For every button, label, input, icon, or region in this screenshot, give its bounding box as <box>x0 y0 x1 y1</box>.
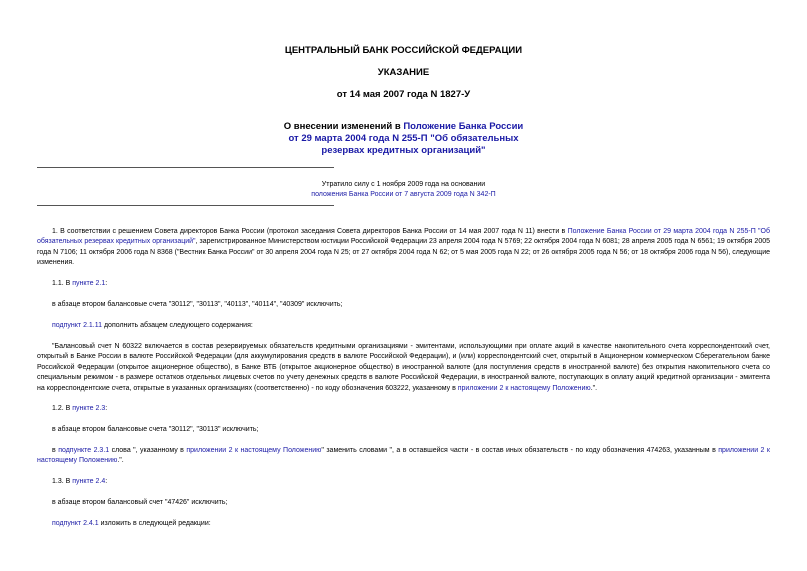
paragraph-1-1 <box>37 279 785 289</box>
p11-text-b: изложить в следующей редакции: <box>98 520 211 527</box>
p2-text-b: : <box>105 280 108 287</box>
p2-text-a: 1.1. В <box>52 280 73 287</box>
p6-text-b: : <box>105 405 108 412</box>
paragraph-accounts-2: в абзаце втором балансовые счета "30112", "30113" исключить; <box>52 426 259 433</box>
doc-date-number: от 14 мая 2007 года N 1827-У <box>336 89 471 100</box>
link-subclause-2-3-1[interactable]: подпункте 2.3.1 <box>58 447 110 454</box>
link-clause-2-3[interactable]: пункте 2.3 <box>72 405 106 412</box>
separator-top <box>37 167 334 168</box>
p1-text-a: 1. В соответствии с решением Совета директоров Банка России (протокол заседания Совета директоров Банка России от 14 мая 2007 года N 11) внести в <box>52 228 568 235</box>
link-clause-2-1[interactable]: пункте 2.1 <box>72 280 106 287</box>
org-name: ЦЕНТРАЛЬНЫЙ БАНК РОССИЙСКОЙ ФЕДЕРАЦИИ <box>284 45 523 56</box>
paragraph-subclause-2-3-1 <box>37 446 770 467</box>
title-regulation-link[interactable]: Положение Банка России <box>403 121 524 132</box>
paragraph-subclause-2-1-11 <box>37 321 785 331</box>
p4-text-b: дополнить абзацем следующего содержания: <box>102 322 253 329</box>
p8-text-a: в <box>52 447 59 454</box>
expired-note-link[interactable]: положения Банка России от 7 августа 2009 года N 342-П <box>311 191 496 198</box>
expired-note <box>0 180 807 200</box>
link-clause-2-4[interactable]: пункте 2.4 <box>72 478 106 485</box>
separator-bottom <box>37 205 334 206</box>
expired-note-text: Утратило силу с 1 ноября 2009 года на основании <box>321 181 486 188</box>
p6-text-a: 1.2. В <box>52 405 73 412</box>
paragraph-1-2 <box>37 404 785 414</box>
doc-type: УКАЗАНИЕ <box>377 67 430 78</box>
link-appendix-2-c[interactable]: приложении 2 к настоящему Положению <box>37 447 770 465</box>
link-subclause-2-4-1[interactable]: подпункт 2.4.1 <box>52 520 99 527</box>
p9-text-b: : <box>105 478 108 485</box>
p8-text-d: .". <box>117 457 124 465</box>
link-subclause-2-1-11[interactable]: подпункт 2.1.11 <box>52 322 103 329</box>
p9-text-a: 1.3. В <box>52 478 73 485</box>
p1-text-b: , зарегистрированное Министерством юстиции Российской Федерации 23 апреля 2004 года N 5769; 22 октября 2004 года N 6081; 28 апреля 2005 года N 6561; 19 октября 2005 года N 7106; 11 октября 2006 года N 8368 ("Вестник Банка России" от 30 апреля 2004 года N 25; от 27 октября 2004 года N 62; от 5 мая 2005 года N 22; от 26 октября 2005 года N 56; от 18 октября 2006 года N 56), следующие изменения. <box>37 238 770 267</box>
p8-text-b: слова ", указанному в <box>109 447 187 454</box>
link-appendix-2-a[interactable]: приложении 2 к настоящему Положению <box>457 384 591 392</box>
paragraph-1-3 <box>37 477 785 487</box>
doc-title <box>0 121 807 157</box>
p5-text-b: .". <box>590 384 598 392</box>
title-line-3[interactable]: резервах кредитных организаций" <box>321 145 486 156</box>
paragraph-accounts-1: в абзаце втором балансовые счета "30112", "30113", "40113", "40114", "40309" исключить; <box>52 301 343 308</box>
title-line-2[interactable]: от 29 марта 2004 года N 255-П "Об обязательных <box>288 133 519 144</box>
p8-text-c: " заменить словами ", а в оставшейся части - в состав иных обязательств - по коду обозначения 474263, указанным в <box>321 447 719 454</box>
paragraph-subclause-2-4-1 <box>37 519 785 529</box>
paragraph-quote-60322 <box>37 342 770 394</box>
regulation-link[interactable]: Положение Банка России от 29 марта 2004 года N 255-П "Об обязательных резервах кредитных организаций" <box>37 228 770 246</box>
title-prefix: О внесении изменений в <box>283 121 404 132</box>
link-appendix-2-b[interactable]: приложении 2 к настоящему Положению <box>186 447 322 454</box>
paragraph-1 <box>37 227 770 269</box>
p5-text-a: "Балансовый счет N 60322 включается в состав резервируемых обязательств кредитными организациями - эмитентами, использующими при оплате акций в качестве накопительного счета корреспондентский счет, открытый в Банке России в валюте Российской Федерации (для аккумулирования средств в валюте Российской Федерации), и (или) корреспондентский счет, открытый в Акционерном коммерческом Сберегательном банке Российской Федерации (открытое акционерное общество), в Банке ВТБ (открытое акционерное общество) в иностранной валюте (для поступления средств в иностранной валюте) без открытия накопительного счета со специальным режимом - в размере остатков отдельных лицевых счетов по учету денежных средств в валюте Российской Федерации, в иностранной валюте, поступающих в оплату акций кредитной организации - эмитента на корреспондентские счета, открытые в указанных организациях (соответственно) - по коду обозначения 603222, указанному в <box>37 343 770 392</box>
paragraph-account-47426: в абзаце втором балансовый счет "47426" исключить; <box>52 499 228 506</box>
